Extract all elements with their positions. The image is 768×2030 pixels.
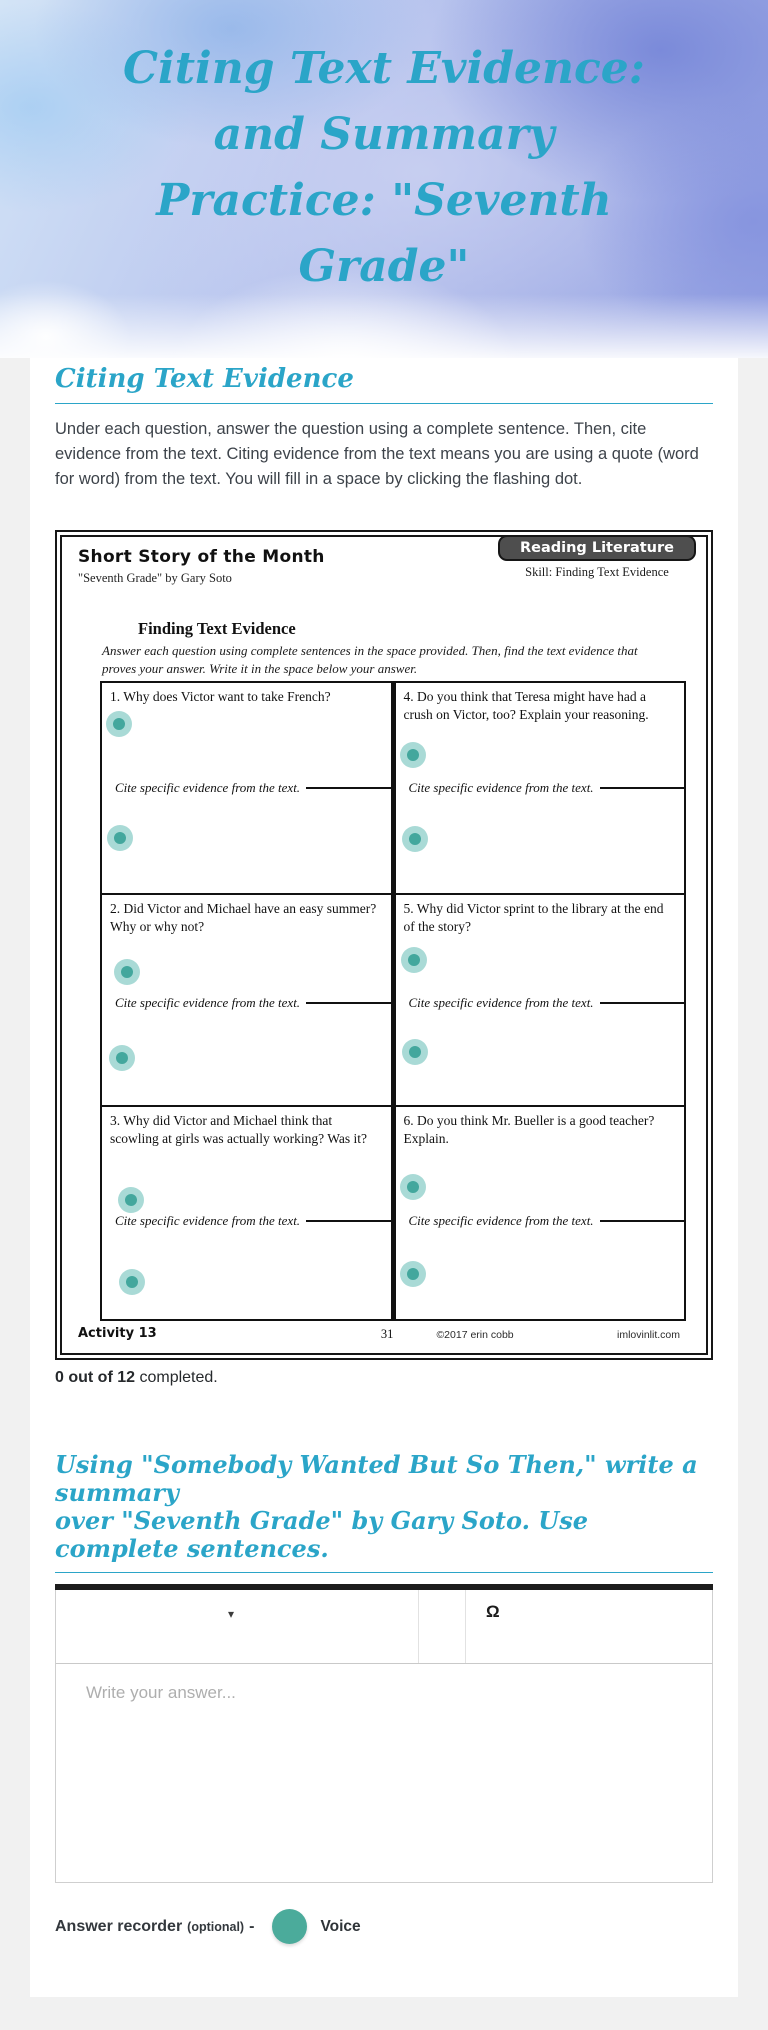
question-text: 3. Why did Victor and Michael think that scowling at girls was actually working? Was it? xyxy=(110,1113,367,1146)
page-number: 31 xyxy=(380,1327,394,1342)
question-text: 6. Do you think Mr. Bueller is a good teacher? Explain. xyxy=(403,1113,655,1146)
answer-dot-center xyxy=(409,1046,421,1058)
answer-dot[interactable] xyxy=(400,1261,426,1287)
cite-evidence-label: Cite specific evidence from the text. xyxy=(115,1213,301,1229)
answer-dot[interactable] xyxy=(107,825,133,851)
cite-evidence-line xyxy=(600,1220,684,1222)
answer-dot-center xyxy=(407,749,419,761)
page-title-line: Citing Text Evidence: xyxy=(122,43,645,94)
copyright-label: ©2017 erin cobb xyxy=(436,1329,514,1342)
format-dropdown-button[interactable] xyxy=(216,1600,246,1628)
cite-evidence-row xyxy=(102,1213,391,1229)
teal-divider xyxy=(55,403,713,404)
chevron-down-icon: ▾ xyxy=(227,1607,235,1622)
answer-dot[interactable] xyxy=(106,711,132,737)
worksheet-title: Short Story of the Month xyxy=(78,547,325,567)
cite-evidence-row xyxy=(102,995,391,1011)
worksheet-row xyxy=(102,895,684,1107)
worksheet-skill-label: Skill: Finding Text Evidence xyxy=(525,565,669,579)
answer-dot-center xyxy=(409,833,421,845)
worksheet-row xyxy=(102,1107,684,1319)
progress-suffix: completed. xyxy=(135,1369,218,1387)
answer-dot[interactable] xyxy=(118,1187,144,1213)
instructions-paragraph: Under each question, answer the question using a complete sentence. Then, cite evidence from the text. Citing evidence from the text means you are using a quote (word for word) from the text. You will fill in a space by clicking the flashing dot. xyxy=(55,420,699,488)
question-text: 4. Do you think that Teresa might have had a crush on Victor, too? Explain your reasoning. xyxy=(403,689,649,722)
voice-label: Voice xyxy=(320,1917,361,1935)
answer-dot-center xyxy=(121,966,133,978)
answer-dot-center xyxy=(407,1181,419,1193)
toolbar-divider xyxy=(418,1590,419,1663)
section-summary-practice xyxy=(55,1451,713,1944)
section-citing-text-evidence xyxy=(55,364,713,1387)
question-cell-4 xyxy=(396,683,685,893)
cite-evidence-row xyxy=(396,1213,685,1229)
editor-toolbar xyxy=(56,1590,712,1664)
dash-separator: - xyxy=(249,1917,255,1935)
cite-evidence-row xyxy=(396,995,685,1011)
website-label: imlovinlit.com xyxy=(616,1329,680,1342)
page-title-line: Practice: "Seventh xyxy=(156,175,612,226)
cite-evidence-label: Cite specific evidence from the text. xyxy=(408,995,594,1011)
answer-recorder-label: Answer recorder xyxy=(55,1917,183,1935)
answer-editor xyxy=(55,1584,713,1883)
cite-evidence-row xyxy=(102,780,391,796)
answer-dot-center xyxy=(116,1052,128,1064)
question-cell-6 xyxy=(396,1107,685,1319)
optional-label: (optional) xyxy=(187,1919,245,1934)
answer-dot[interactable] xyxy=(401,947,427,973)
page-title-line: and Summary xyxy=(213,109,555,160)
section-heading: Citing Text Evidence xyxy=(55,364,354,394)
question-text: 2. Did Victor and Michael have an easy summer? Why or why not? xyxy=(110,901,377,934)
worksheet-footer xyxy=(78,1321,696,1349)
worksheet-section-heading: Finding Text Evidence xyxy=(138,619,296,638)
worksheet-frame xyxy=(60,535,708,1355)
question-text: 5. Why did Victor sprint to the library at the end of the story? xyxy=(403,901,664,934)
summary-heading-line: Using "Somebody Wanted But So Then," write a summary xyxy=(55,1450,698,1508)
answer-input-placeholder: Write your answer... xyxy=(86,1683,236,1703)
answer-dot[interactable] xyxy=(400,1174,426,1200)
answer-dot[interactable] xyxy=(109,1045,135,1071)
worksheet-header xyxy=(78,540,696,605)
question-text: 1. Why does Victor want to take French? xyxy=(110,689,331,705)
special-characters-button[interactable] xyxy=(478,1598,508,1626)
question-cell-2 xyxy=(102,895,396,1105)
page-title-line: Grade" xyxy=(298,241,470,292)
question-cell-1 xyxy=(102,683,396,893)
cite-evidence-label: Cite specific evidence from the text. xyxy=(408,780,594,796)
answer-dot[interactable] xyxy=(402,826,428,852)
worksheet-instructions: Answer each question using complete sentences in the space provided. Then, find the text evidence that proves your answer. Write it in the space below your answer. xyxy=(102,643,638,676)
question-cell-3 xyxy=(102,1107,396,1319)
answer-dot-center xyxy=(114,832,126,844)
answer-dot[interactable] xyxy=(119,1269,145,1295)
answer-dot-center xyxy=(408,954,420,966)
progress-status xyxy=(55,1369,713,1387)
cite-evidence-row xyxy=(396,780,685,796)
summary-heading-line: over "Seventh Grade" by Gary Soto. Use complete sentences. xyxy=(55,1506,588,1564)
cite-evidence-label: Cite specific evidence from the text. xyxy=(115,995,301,1011)
answer-dot[interactable] xyxy=(402,1039,428,1065)
answer-dot-center xyxy=(126,1276,138,1288)
answer-dot-center xyxy=(113,718,125,730)
answer-dot-center xyxy=(125,1194,137,1206)
answer-dot[interactable] xyxy=(114,959,140,985)
worksheet-row xyxy=(102,683,684,895)
question-cell-5 xyxy=(396,895,685,1105)
reading-literature-badge: Reading Literature xyxy=(498,535,696,561)
page-title xyxy=(0,0,768,300)
answer-dot-center xyxy=(407,1268,419,1280)
voice-record-button[interactable] xyxy=(272,1909,307,1944)
worksheet-question-grid xyxy=(100,681,686,1321)
answer-input[interactable] xyxy=(56,1664,712,1882)
header-watercolor xyxy=(0,0,768,358)
toolbar-divider xyxy=(465,1590,466,1663)
activity-label: Activity 13 xyxy=(78,1326,157,1342)
cite-evidence-line xyxy=(306,787,390,789)
cite-evidence-line xyxy=(600,1002,684,1004)
cite-evidence-label: Cite specific evidence from the text. xyxy=(115,780,301,796)
worksheet-image xyxy=(55,530,713,1360)
worksheet-badge-area xyxy=(498,535,696,580)
cite-evidence-line xyxy=(600,787,684,789)
summary-heading xyxy=(55,1451,713,1563)
progress-count: 0 out of 12 xyxy=(55,1369,136,1387)
content-card xyxy=(30,358,738,1997)
answer-recorder-row xyxy=(55,1909,713,1944)
cite-evidence-label: Cite specific evidence from the text. xyxy=(408,1213,594,1229)
cite-evidence-line xyxy=(306,1002,390,1004)
cite-evidence-line xyxy=(306,1220,390,1222)
omega-icon: Ω xyxy=(486,1602,500,1622)
answer-dot[interactable] xyxy=(400,742,426,768)
teal-divider xyxy=(55,1572,713,1573)
worksheet-subtitle: "Seventh Grade" by Gary Soto xyxy=(78,571,232,585)
